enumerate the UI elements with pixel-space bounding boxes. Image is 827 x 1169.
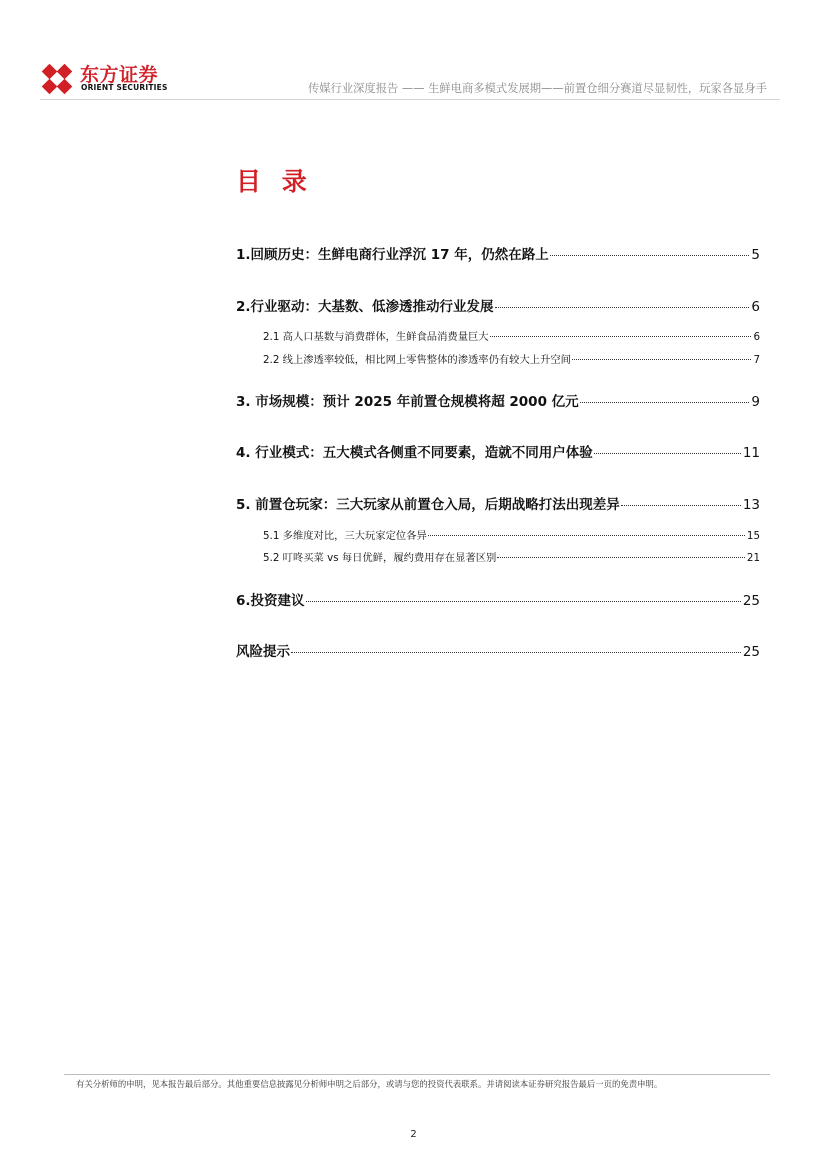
toc-entry-page: 6 xyxy=(753,331,760,343)
toc-dot-leader xyxy=(621,505,741,506)
toc-entry-label: 2.1 高人口基数与消费群体，生鲜食品消费量巨大 xyxy=(263,331,489,343)
toc-entry-label: 2.行业驱动：大基数、低渗透推动行业发展 xyxy=(236,299,494,315)
toc-entry-page: 7 xyxy=(753,354,760,366)
toc-entry-label: 6.投资建议 xyxy=(236,593,305,609)
toc-entry-page: 21 xyxy=(746,552,760,564)
header-divider xyxy=(40,99,780,100)
toc-dot-leader xyxy=(594,453,741,454)
toc-dot-leader xyxy=(580,402,750,403)
page-header xyxy=(40,56,780,102)
company-logo xyxy=(40,56,180,96)
toc-subentry[interactable] xyxy=(263,328,760,343)
report-header-title: 传媒行业深度报告 —— 生鲜电商多模式发展期——前置仓细分赛道尽显韧性，玩家各显身手 xyxy=(307,82,767,95)
toc-entry[interactable] xyxy=(236,441,760,461)
orient-securities-logo-icon xyxy=(40,62,74,96)
toc-entry-page: 25 xyxy=(742,593,760,609)
toc-dot-leader xyxy=(550,255,750,256)
toc-entry-label: 4. 行业模式：五大模式各侧重不同要素，造就不同用户体验 xyxy=(236,445,593,461)
toc-dot-leader xyxy=(306,601,741,602)
logo-chinese-name: 东方证券 xyxy=(80,64,159,86)
toc-entry[interactable] xyxy=(236,589,760,609)
toc-entry-label: 2.2 线上渗透率较低，相比网上零售整体的渗透率仍有较大上升空间 xyxy=(263,354,571,366)
footer-disclaimer: 有关分析师的申明，见本报告最后部分。其他重要信息披露见分析师申明之后部分，或请与您的投资代表联系。并请阅读本证券研究报告最后一页的免责申明。 xyxy=(76,1079,663,1089)
page-number: 2 xyxy=(410,1129,417,1140)
toc-entry-label: 风险提示 xyxy=(236,644,290,660)
footer-divider xyxy=(64,1074,770,1075)
toc-dot-leader xyxy=(428,535,745,536)
toc-entry[interactable] xyxy=(236,390,760,410)
toc-dot-leader xyxy=(497,557,745,558)
toc-subentry[interactable] xyxy=(263,527,760,542)
toc-entry-label: 3. 市场规模：预计 2025 年前置仓规模将超 2000 亿元 xyxy=(236,394,579,410)
toc-entry-page: 6 xyxy=(751,299,760,315)
toc-entry[interactable] xyxy=(236,295,760,315)
toc-entry[interactable] xyxy=(236,493,760,513)
toc-dot-leader xyxy=(495,307,750,308)
toc-entry-page: 25 xyxy=(742,644,760,660)
toc-entry-page: 5 xyxy=(751,247,760,263)
toc-subentry[interactable] xyxy=(263,549,760,564)
logo-english-name: ORIENT SECURITIES xyxy=(81,83,168,92)
toc-entry-page: 15 xyxy=(746,530,760,542)
toc-dot-leader xyxy=(572,359,751,360)
toc-entry[interactable] xyxy=(236,640,760,660)
toc-entry-page: 11 xyxy=(742,445,760,461)
toc-title: 目 录 xyxy=(236,167,313,196)
toc-entry-label: 5.2 叮咚买菜 vs 每日优鲜，履约费用存在显著区别 xyxy=(263,552,497,564)
toc-entry-label: 5. 前置仓玩家：三大玩家从前置仓入局，后期战略打法出现差异 xyxy=(236,497,620,513)
toc-entry-page: 9 xyxy=(751,394,760,410)
toc-subentry[interactable] xyxy=(263,351,760,366)
toc-entry-page: 13 xyxy=(742,497,760,513)
toc-entry-label: 5.1 多维度对比，三大玩家定位各异 xyxy=(263,530,427,542)
toc-entry-label: 1.回顾历史：生鲜电商行业浮沉 17 年，仍然在路上 xyxy=(236,247,549,263)
toc-dot-leader xyxy=(490,336,752,337)
toc-dot-leader xyxy=(291,652,741,653)
toc-entry[interactable] xyxy=(236,243,760,263)
